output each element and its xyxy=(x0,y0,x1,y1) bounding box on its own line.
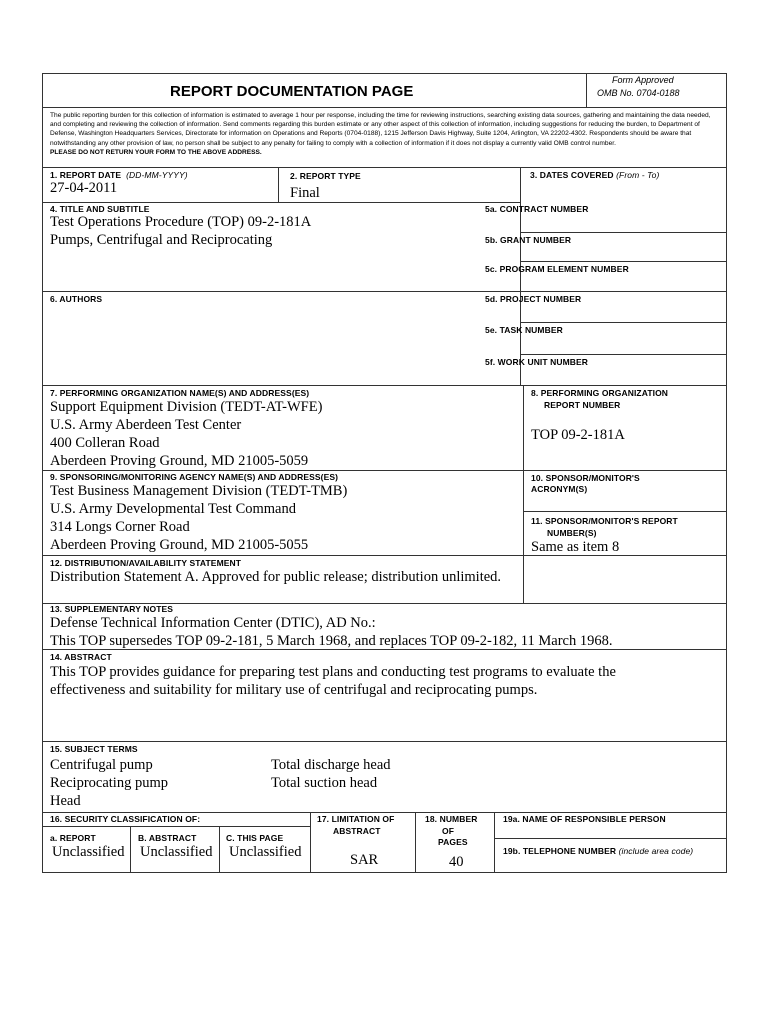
omb-number: OMB No. 0704-0188 xyxy=(597,88,680,98)
abstract-line-2: effectiveness and suitability for military use of centrifugal and reciprocating pumps. xyxy=(50,682,538,698)
report-type-label: 2. REPORT TYPE xyxy=(290,171,361,181)
title-divider xyxy=(42,291,727,292)
distribution-label: 12. DISTRIBUTION/AVAILABILITY STATEMENT xyxy=(50,558,242,568)
security-page-label: C. THIS PAGE xyxy=(226,833,284,843)
sponsor-report-label-1: 11. SPONSOR/MONITOR'S REPORT xyxy=(531,516,678,526)
responsible-divider xyxy=(494,838,727,839)
performing-org-label: 7. PERFORMING ORGANIZATION NAME(S) AND ADDRESS(ES) xyxy=(50,388,310,398)
subject-terms-label: 15. SUBJECT TERMS xyxy=(50,744,138,754)
security-header-divider xyxy=(42,826,310,827)
pages-value: 40 xyxy=(449,854,464,870)
security-abstract-label: B. ABSTRACT xyxy=(138,833,197,843)
do-not-return-notice: PLEASE DO NOT RETURN YOUR FORM TO THE ABOVE ADDRESS. xyxy=(50,148,262,156)
grant-number-label: 5b. GRANT NUMBER xyxy=(485,235,572,245)
supplementary-line-1: Defense Technical Information Center (DTIC), AD No.: xyxy=(50,615,376,631)
task-number-label: 5e. TASK NUMBER xyxy=(485,325,563,335)
supplementary-label: 13. SUPPLEMENTARY NOTES xyxy=(50,604,174,614)
limitation-divider xyxy=(415,812,416,872)
sponsoring-org-label: 9. SPONSORING/MONITORING AGENCY NAME(S) AND ADDRESS(ES) xyxy=(50,472,339,482)
security-classification-label: 16. SECURITY CLASSIFICATION OF: xyxy=(50,814,201,824)
sponsor-report-label-2: NUMBER(S) xyxy=(547,528,597,538)
security-page-value: Unclassified xyxy=(229,844,302,860)
security-abstract-value: Unclassified xyxy=(140,844,213,860)
subject-term-1: Centrifugal pump xyxy=(50,757,153,773)
pages-label-1: 18. NUMBER xyxy=(425,814,478,824)
burden-divider xyxy=(42,167,727,168)
security-a-divider xyxy=(130,826,131,872)
authors-label: 6. AUTHORS xyxy=(50,294,103,304)
performing-org-line-3: 400 Colleran Road xyxy=(50,435,160,451)
sponsoring-divider xyxy=(42,555,727,556)
title-subtitle-label: 4. TITLE AND SUBTITLE xyxy=(50,204,150,214)
pages-label-3: PAGES xyxy=(438,837,468,847)
form-bottom-border xyxy=(42,872,727,873)
responsible-person-label: 19a. NAME OF RESPONSIBLE PERSON xyxy=(503,814,666,824)
pages-divider xyxy=(494,812,495,872)
subject-term-3: Head xyxy=(50,793,81,809)
form-right-border xyxy=(726,73,727,873)
contract-number-label: 5a. CONTRACT NUMBER xyxy=(485,204,589,214)
form-left-border xyxy=(42,73,43,873)
sponsoring-org-line-3: 314 Longs Corner Road xyxy=(50,519,190,535)
sponsoring-org-line-1: Test Business Management Division (TEDT-TMB) xyxy=(50,483,348,499)
performing-report-label-1: 8. PERFORMING ORGANIZATION xyxy=(531,388,669,398)
limitation-value: SAR xyxy=(350,852,379,868)
header-divider xyxy=(42,107,727,108)
sponsor-acronym-label-2: ACRONYM(S) xyxy=(531,484,588,494)
form-top-border xyxy=(42,73,727,74)
project-divider xyxy=(520,322,727,323)
page-title: REPORT DOCUMENTATION PAGE xyxy=(170,83,414,100)
sponsor-acronym-label-1: 10. SPONSOR/MONITOR'S xyxy=(531,473,640,483)
abstract-divider xyxy=(42,741,727,742)
burden-statement: The public reporting burden for this collection of information is estimated to average 1 hour per response, including the time for reviewing instructions, searching existing data sources, gathering and maintaining the data needed, and completing and reviewing the collection of information. Send comments regarding this burden estimate or any other aspect of this collection of information, including suggestions for reducing the burden, to Department of Defense, Washington Headquarters Services, Directorate for information on Operations and Reports (0704-0188), 1215 Jefferson Davis Highway, Suite 1204, Arlington, VA 22202-4302. Respondents should be aware that notwithstanding any other provision of law, no person shall be subject to any penalty for failing to comply with a collection of information if it does not display a currently valid OMB control number. PLEASE DO NOT RETURN YOUR FORM TO THE ABOVE ADDRESS. xyxy=(50,112,711,156)
performing-org-line-1: Support Equipment Division (TEDT-AT-WFE) xyxy=(50,399,323,415)
security-c-divider xyxy=(310,812,311,872)
org-right-divider xyxy=(523,385,524,603)
security-report-label: a. REPORT xyxy=(50,833,96,843)
work-unit-label: 5f. WORK UNIT NUMBER xyxy=(485,357,589,367)
acronym-divider xyxy=(523,511,727,512)
omb-divider xyxy=(586,73,587,107)
contract-divider xyxy=(520,232,727,233)
row1-divider xyxy=(42,202,520,203)
dates-covered-label: 3. DATES COVERED (From - To) xyxy=(530,170,660,180)
security-b-divider xyxy=(219,826,220,872)
report-type-value: Final xyxy=(290,185,320,201)
abstract-label: 14. ABSTRACT xyxy=(50,652,112,662)
grant-divider xyxy=(520,261,727,262)
limitation-label-2: ABSTRACT xyxy=(333,826,381,836)
subject-term-4: Total discharge head xyxy=(271,757,391,773)
performing-org-line-4: Aberdeen Proving Ground, MD 21005-5059 xyxy=(50,453,309,469)
task-divider xyxy=(520,354,727,355)
sponsor-report-number-value: Same as item 8 xyxy=(531,539,620,555)
subject-divider xyxy=(42,812,727,813)
subject-term-2: Reciprocating pump xyxy=(50,775,168,791)
title-line-1: Test Operations Procedure (TOP) 09-2-181A xyxy=(50,214,312,230)
telephone-label: 19b. TELEPHONE NUMBER (include area code) xyxy=(503,846,694,856)
report-documentation-form xyxy=(42,73,727,873)
performing-report-number-value: TOP 09-2-181A xyxy=(531,427,625,443)
security-report-value: Unclassified xyxy=(52,844,125,860)
report-date-label: 1. REPORT DATE (DD-MM-YYYY) xyxy=(50,170,188,180)
program-element-label: 5c. PROGRAM ELEMENT NUMBER xyxy=(485,264,629,274)
authors-divider xyxy=(42,385,727,386)
sponsoring-org-line-2: U.S. Army Developmental Test Command xyxy=(50,501,296,517)
limitation-label-1: 17. LIMITATION OF xyxy=(317,814,395,824)
date-type-divider xyxy=(278,167,279,202)
abstract-line-1: This TOP provides guidance for preparing test plans and conducting test programs to evaluate the xyxy=(50,664,616,680)
pages-label-2: OF xyxy=(442,826,455,836)
distribution-value: Distribution Statement A. Approved for public release; distribution unlimited. xyxy=(50,569,502,585)
title-line-2: Pumps, Centrifugal and Reciprocating xyxy=(50,232,273,248)
performing-report-label-2: REPORT NUMBER xyxy=(544,400,621,410)
supplementary-line-2: This TOP supersedes TOP 09-2-181, 5 March 1968, and replaces TOP 09-2-182, 11 March 1968. xyxy=(50,633,613,649)
sponsoring-org-line-4: Aberdeen Proving Ground, MD 21005-5055 xyxy=(50,537,309,553)
subject-term-5: Total suction head xyxy=(271,775,378,791)
project-number-label: 5d. PROJECT NUMBER xyxy=(485,294,582,304)
report-date-value: 27-04-2011 xyxy=(50,180,118,196)
performing-org-line-2: U.S. Army Aberdeen Test Center xyxy=(50,417,242,433)
form-approved-text: Form Approved xyxy=(612,75,674,85)
right-column-divider xyxy=(520,167,521,385)
